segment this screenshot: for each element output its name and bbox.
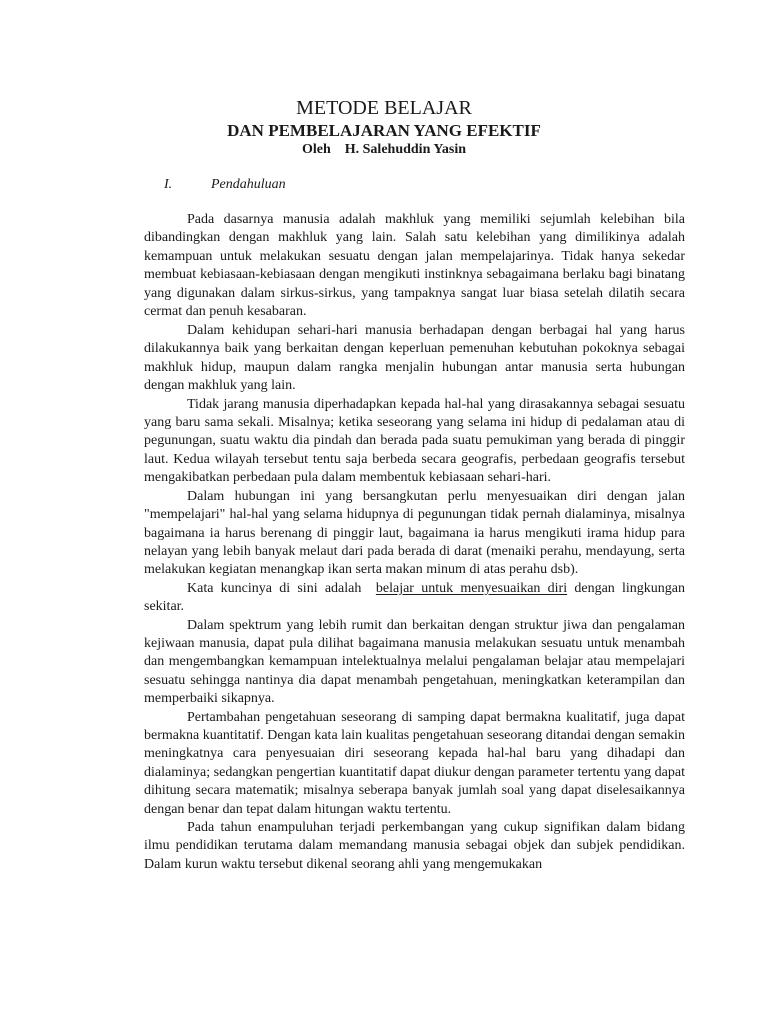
key-phrase: belajar untuk menyesuaikan diri: [375, 580, 568, 596]
paragraph: Pada dasarnya manusia adalah makhluk yang memiliki sejumlah kelebihan bila dibandingkan dengan makhluk yang lain. Salah satu kelebihan yang dimilikinya adalah kemampuan untuk melakukan sesuatu dengan jalan mempelajarinya. Tidak hanya sekedar membuat kebiasaan-kebiasaan dengan mengikuti instinknya sebagaimana berlaku bagi binatang yang digunakan dalam sirkus-sirkus, yang tampaknya sangat luar biasa setelah dilatih secara cermat dan penuh kesabaran.: [144, 212, 685, 320]
document-title: METODE BELAJAR: [296, 97, 472, 119]
paragraph: Dalam hubungan ini yang bersangkutan perlu menyesuaikan diri dengan jalan "mempelajari" hal-hal yang selama hidupnya di pegunungan tidak pernah dialaminya, misalnya bagaimana ia harus berenang di pinggir laut, bagaimana ia harus mengikuti irama hidup para nelayan yang lebih banyak melaut dari pada berada di darat (menaiki perahu, mendayung, serta melakukan kegiatan menangkap ikan serta makan minum di atas perahu dsb).: [144, 488, 685, 578]
paragraph: Dalam spektrum yang lebih rumit dan berkaitan dengan struktur jiwa dan pengalaman kejiwaan manusia, dapat pula dilihat bagaimana manusia melakukan sesuatu untuk menambah dan mengembangkan kemampuan intelektualnya melalui pengalaman belajar atau mempelajari sesuatu sehingga nantinya dia dapat menambah pengetahuan, meningkatkan keterampilan dan memperbaiki sikapnya.: [144, 617, 685, 707]
author-line: [0, 141, 768, 159]
paragraph: Pada tahun enampuluhan terjadi perkembangan yang cukup signifikan dalam bidang ilmu pendidikan terutama dalam memandang manusia sebagai objek dan subjek pendidikan. Dalam kurun waktu tersebut dikenal seorang ahli yang mengemukakan: [144, 820, 685, 872]
key-text-before: Kata kuncinya di sini adalah: [187, 580, 362, 596]
section-heading: [164, 176, 286, 194]
paragraph: Tidak jarang manusia diperhadapkan kepada hal-hal yang dirasakannya sebagai sesuatu yang baru sama sekali. Misalnya; ketika seseorang yang selama ini hidup di pedalaman atau di pegunungan, suatu waktu dia pindah dan berada pada suatu pemukiman yang berada di pinggir laut. Kedua wilayah tersebut tentu saja berbeda secara geografis, perbedaan geografis tersebut mengakibatkan perbedaan pula dalam membentuk kebiasaan sehari-hari.: [144, 396, 685, 486]
paragraph: Dalam kehidupan sehari-hari manusia berhadapan dengan berbagai hal yang harus dilakukannya baik yang berkaitan dengan keperluan pemenuhan kebutuhan pokoknya sebagai makhluk hidup, maupun dalam rangka menjalin hubungan antar manusia serta hubungan dengan makhluk yang lain.: [144, 323, 685, 394]
key-paragraph: [144, 580, 685, 617]
document-subtitle: DAN PEMBELAJARAN YANG EFEKTIF: [227, 121, 541, 140]
section-number: I.: [164, 177, 173, 192]
author-name: H. Salehuddin Yasin: [344, 142, 467, 157]
key-text-after: dengan lingkungan sekitar.: [144, 580, 686, 615]
section-title: Pendahuluan: [211, 177, 286, 192]
author-prefix: Oleh: [301, 142, 331, 157]
body-text: [144, 211, 685, 874]
paragraph: Pertambahan pengetahuan seseorang di samping dapat bermakna kualitatif, juga dapat bermakna kuantitatif. Dengan kata lain kualitas pengetahuan seseorang ditandai dengan semakin meningkatnya cara penyesuaian diri seseorang kepada hal-hal baru yang dihadapi dan dialaminya; sedangkan pengertian kuantitatif dapat diukur dengan parameter tertentu yang dapat dihitung secara matematik; misalnya seberapa banyak jumlah soal yang dapat diselesaikannya dengan benar dan tepat dalam hitungan waktu tertentu.: [144, 709, 685, 817]
